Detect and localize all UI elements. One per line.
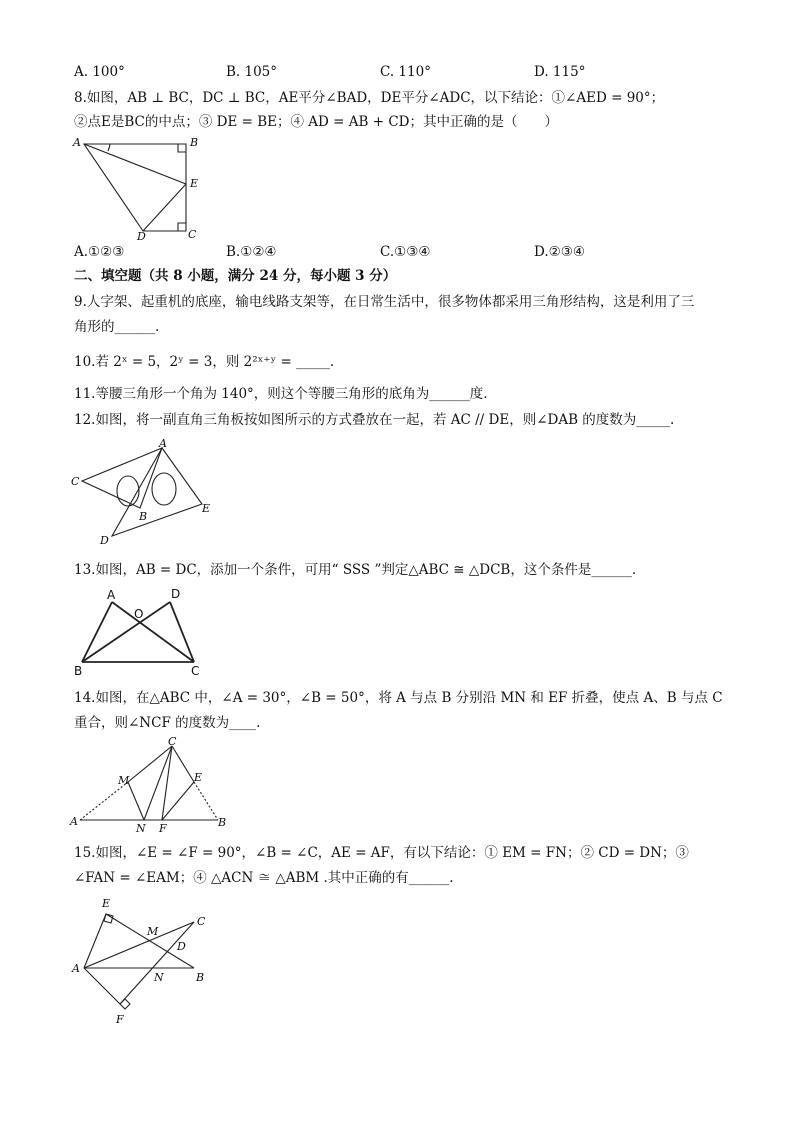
q8-option-a: A.①②③: [74, 244, 125, 260]
q13-segment-ab: [82, 602, 112, 662]
q15-figure: [68, 892, 218, 1032]
q7-option-d: D. 115°: [534, 64, 586, 80]
q10-text: 10.若 2ˣ = 5，2ʸ = 3，则 2²ˣ⁺ʸ = _____.: [74, 354, 335, 370]
q15-label-a: A: [72, 962, 80, 975]
q14-segment-cf: [162, 746, 172, 820]
q7-option-b: B. 105°: [226, 64, 278, 80]
q14-label-m: M: [118, 774, 130, 787]
q7-option-a: A. 100°: [74, 64, 125, 80]
q14-dashed-eb: [194, 782, 218, 820]
q13-label-c: C: [191, 664, 200, 678]
q12-figure: [68, 436, 218, 548]
q8-option-b: B.①②④: [226, 244, 277, 260]
q15-label-f: F: [116, 1013, 124, 1026]
q7-option-c: C. 110°: [380, 64, 431, 80]
q12-text: 12.如图，将一副直角三角板按如图所示的方式叠放在一起，若 AC // DE，则∠DAB 的度数为_____.: [74, 412, 675, 428]
q12-hole-right: [152, 473, 176, 505]
q14-text-line2: 重合，则∠NCF 的度数为____.: [74, 715, 261, 731]
q15-label-d: D: [177, 940, 186, 953]
q14-text-line1: 14.如图，在△ABC 中，∠A = 30°，∠B = 50°，将 A 与点 B 分别沿 MN 和 EF 折叠，使点 A、B 与点 C: [74, 690, 723, 706]
q8-text-line1: 8.如图，AB ⊥ BC，DC ⊥ BC，AE平分∠BAD，DE平分∠ADC，以下结论：①∠AED = 90°；: [74, 90, 665, 106]
q13-label-b: B: [74, 664, 83, 678]
q14-segment-ec: [172, 746, 194, 782]
q15-right-angle-f: [120, 999, 130, 1009]
q14-segment-mn: [128, 782, 144, 820]
q8-quadrilateral: [84, 144, 186, 231]
q13-segment-db: [82, 602, 170, 662]
q15-text-line2: ∠FAN = ∠EAM；④ △ACN ≅ △ABM .其中正确的有______.: [74, 870, 454, 886]
q11-text: 11.等腰三角形一个角为 140°，则这个等腰三角形的底角为______度.: [74, 386, 488, 402]
q8-right-angle-b: [178, 144, 186, 152]
q12-label-c: C: [71, 475, 80, 488]
q14-dashed-am: [80, 782, 128, 820]
q9-text-line2: 角形的______.: [74, 319, 160, 335]
q14-label-a: A: [70, 815, 78, 828]
q14-label-b: B: [218, 816, 227, 829]
q15-label-c: C: [197, 915, 206, 928]
q14-label-c: C: [168, 735, 177, 748]
q8-label-b: B: [190, 136, 199, 149]
q15-label-m: M: [147, 925, 159, 938]
q15-text-line1: 15.如图，∠E = ∠F = 90°，∠B = ∠C，AE = AF，有以下结论：① EM = FN；② CD = DN；③: [74, 845, 689, 861]
q15-label-n: N: [154, 971, 164, 984]
q8-option-d: D.②③④: [534, 244, 585, 260]
q12-label-b: B: [139, 510, 148, 523]
q8-right-angle-c: [178, 223, 186, 231]
q9-text-line1: 9.人字架、起重机的底座，输电线路支架等，在日常生活中，很多物体都采用三角形结构，这是利用了三: [74, 294, 695, 310]
q15-label-b: B: [196, 971, 205, 984]
q8-label-e: E: [190, 177, 199, 190]
q15-label-e: E: [102, 897, 111, 910]
q12-label-d: D: [100, 534, 109, 547]
q13-label-o: O: [134, 607, 144, 621]
q13-text: 13.如图，AB = DC，添加一个条件，可用“ SSS ”判定△ABC ≅ △DCB，这个条件是______.: [74, 562, 637, 578]
q8-figure: [70, 134, 200, 242]
q15-segment-af: [84, 968, 120, 1004]
q8-option-c: C.①③④: [380, 244, 431, 260]
q12-label-e: E: [202, 502, 211, 515]
q13-figure: [70, 586, 210, 680]
q13-label-d: D: [171, 587, 181, 601]
q14-label-n: N: [136, 822, 146, 835]
q14-label-f: F: [159, 822, 167, 835]
q8-label-d: D: [137, 230, 146, 242]
q12-label-a: A: [159, 437, 167, 450]
q8-segment-ae: [84, 144, 186, 184]
q8-label-c: C: [188, 228, 197, 241]
q8-text-line2: ②点E是BC的中点；③ DE = BE；④ AD = AB + CD；其中正确的是（ ）: [74, 114, 558, 130]
section-2-heading: 二、填空题（共 8 小题，满分 24 分，每小题 3 分）: [74, 268, 397, 284]
q13-label-a: A: [107, 588, 116, 602]
q8-angle-arc: [108, 144, 110, 151]
q8-segment-de: [143, 184, 186, 231]
q14-figure: [68, 734, 234, 838]
q8-label-a: A: [73, 136, 81, 149]
q14-label-e: E: [194, 771, 203, 784]
q12-hole-left: [117, 476, 139, 506]
